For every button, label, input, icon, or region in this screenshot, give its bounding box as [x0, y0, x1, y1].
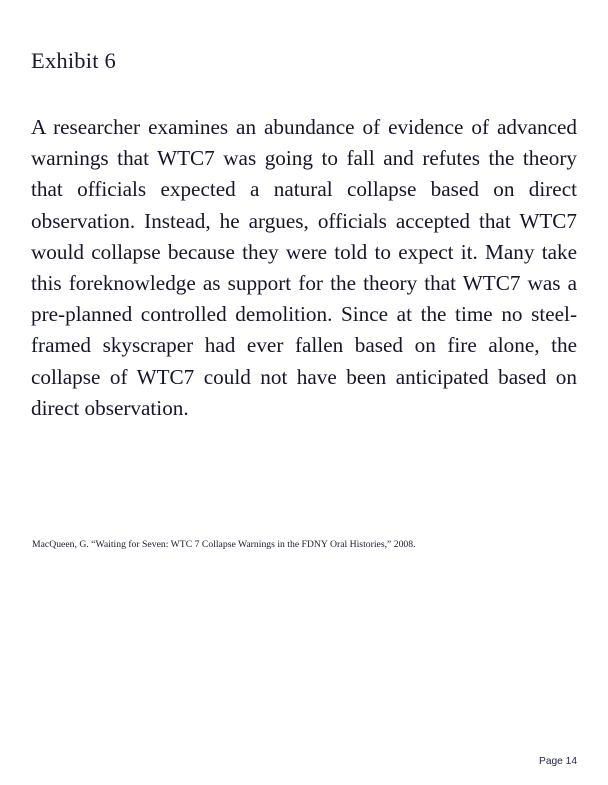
page-number-footer: Page 14	[539, 756, 577, 767]
citation-reference: MacQueen, G. “Waiting for Seven: WTC 7 Collapse Warnings in the FDNY Oral Histories,” 2008.	[32, 539, 416, 550]
body-paragraph: A researcher examines an abundance of evidence of advanced warnings that WTC7 was going to fall and refutes the theory that officials expected a natural collapse based on direct observation. Instead, he argues, officials accepted that WTC7 would collapse because they were told to expect it. Many take this foreknowledge as support for the theory that WTC7 was a pre-planned controlled demolition. Since at the time no steel-framed skyscraper had ever fallen based on fire alone, the collapse of WTC7 could not have been anticipated based on direct observation.	[31, 115, 577, 420]
body-text-block	[31, 112, 577, 424]
page-title: Exhibit 6	[31, 48, 116, 74]
